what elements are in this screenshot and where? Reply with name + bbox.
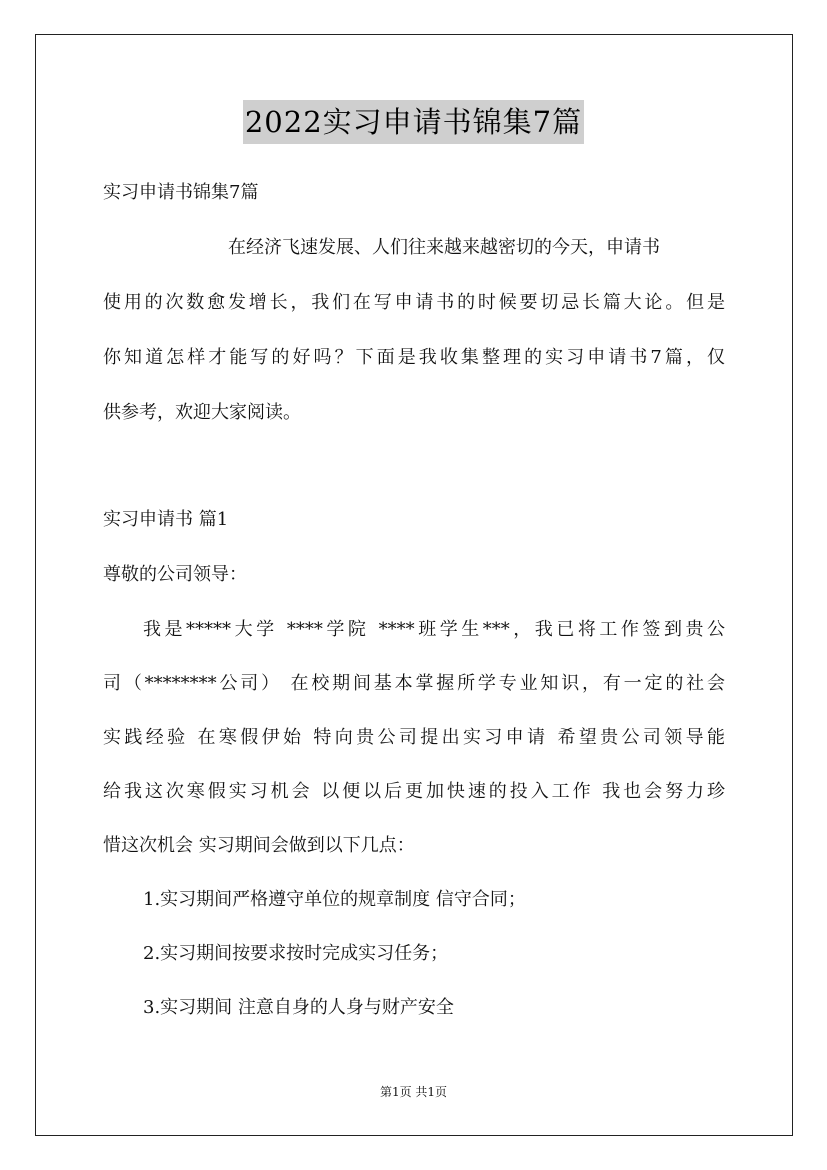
- body-line-5: 惜这次机会 实习期间会做到以下几点：: [103, 835, 415, 856]
- salutation: 尊敬的公司领导：: [103, 564, 247, 585]
- body-line-1: 我是*****大学 ****学院 ****班学生***，我已将工作签到贵公: [143, 619, 725, 640]
- body-line-2: 司（********公司） 在校期间基本掌握所学专业知识，有一定的社会: [103, 673, 725, 694]
- list-item-1: 1.实习期间严格遵守单位的规章制度 信守合同；: [143, 889, 526, 910]
- body-line-3: 实践经验 在寒假伊始 特向贵公司提出实习申请 希望贵公司领导能: [103, 727, 725, 748]
- list-item-2: 2.实习期间按要求按时完成实习任务；: [143, 943, 449, 964]
- section-heading: 实习申请书 篇1: [103, 509, 229, 530]
- page-footer: 第1页 共1页: [379, 1085, 448, 1099]
- intro-line-4: 供参考，欢迎大家阅读。: [103, 402, 301, 423]
- subtitle: 实习申请书锦集7篇: [103, 182, 259, 203]
- body-line-4: 给我这次寒假实习机会 以便以后更加快速的投入工作 我也会努力珍: [103, 781, 725, 802]
- document-title-wrap: [0, 100, 827, 144]
- document-title: 2022实习申请书锦集7篇: [243, 100, 584, 144]
- intro-line-2: 使用的次数愈发增长，我们在写申请书的时候要切忌长篇大论。但是: [103, 292, 725, 313]
- intro-line-3: 你知道怎样才能写的好吗？下面是我收集整理的实习申请书7篇，仅: [103, 347, 725, 368]
- intro-line-1: 在经济飞速发展、人们往来越来越密切的今天，申请书: [228, 237, 660, 258]
- list-item-3: 3.实习期间 注意自身的人身与财产安全: [143, 997, 454, 1018]
